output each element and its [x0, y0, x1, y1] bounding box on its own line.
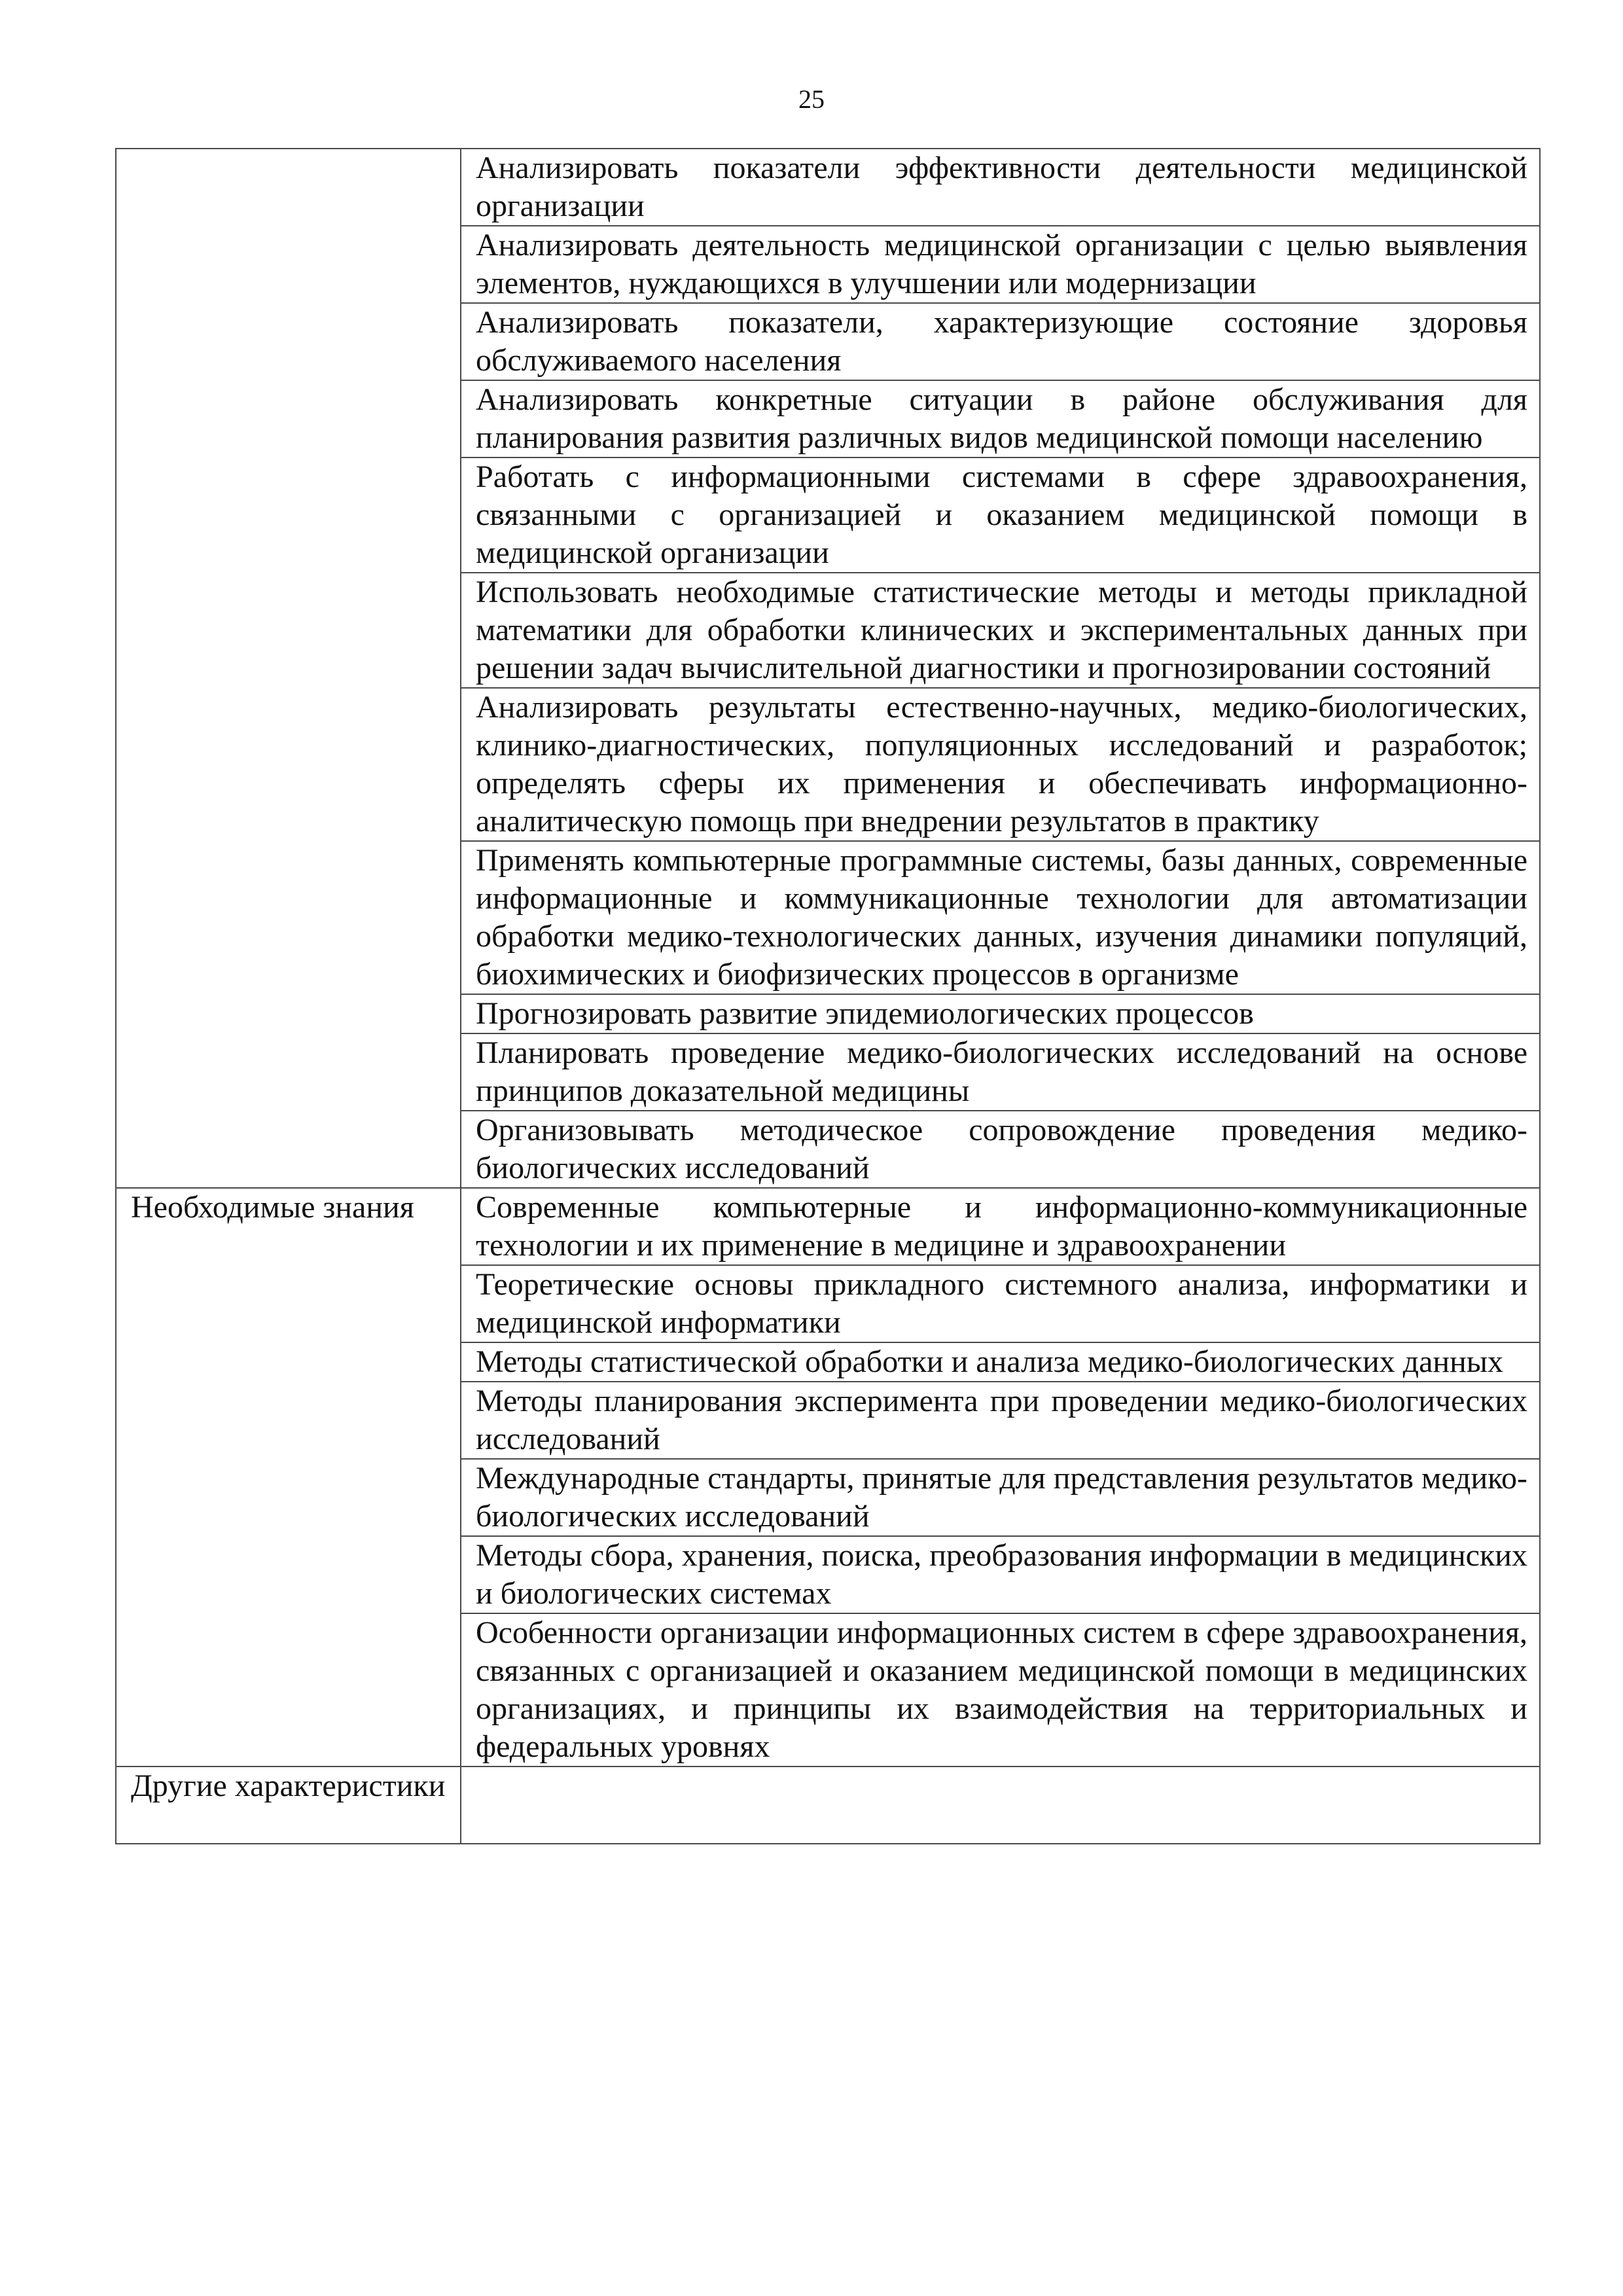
skill-item: Работать с информационными системами в сфере здравоохранения, связанными с организацией и оказанием медицинской помощи в медицинской организации: [461, 457, 1540, 573]
skill-item: Анализировать конкретные ситуации в районе обслуживания для планирования развития различных видов медицинской помощи населению: [461, 380, 1540, 457]
skill-item: Анализировать деятельность медицинской организации с целью выявления элементов, нуждающихся в улучшении или модернизации: [461, 226, 1540, 303]
knowledge-label: Необходимые знания: [116, 1188, 461, 1767]
table-row: [116, 1188, 1540, 1265]
knowledge-item: Методы статистической обработки и анализа медико-биологических данных: [461, 1342, 1540, 1382]
page-number: 25: [798, 84, 825, 114]
skill-item: Использовать необходимые статистические методы и методы прикладной математики для обработки клинических и экспериментальных данных при решении задач вычислительной диагностики и прогнозировании состояний: [461, 573, 1540, 688]
other-characteristics-value: [461, 1767, 1540, 1844]
skill-item: Организовывать методическое сопровождение проведения медико-биологических исследований: [461, 1111, 1540, 1188]
skills-label-cell: [116, 149, 461, 1188]
skill-item: Планировать проведение медико-биологических исследований на основе принципов доказательной медицины: [461, 1033, 1540, 1111]
knowledge-item: Международные стандарты, принятые для представления результатов медико-биологических исследований: [461, 1459, 1540, 1536]
knowledge-item: Особенности организации информационных систем в сфере здравоохранения, связанных с организацией и оказанием медицинской помощи в медицинских организациях, и принципы их взаимодействия на территориальных и федеральных уровнях: [461, 1613, 1540, 1767]
skill-item: Анализировать результаты естественно-научных, медико-биологических, клинико-диагностических, популяционных исследований и разработок; определять сферы их применения и обеспечивать информационно-аналитическую помощь при внедрении результатов в практику: [461, 688, 1540, 841]
knowledge-item: Современные компьютерные и информационно-коммуникационные технологии и их применение в медицине и здравоохранении: [461, 1188, 1540, 1265]
knowledge-item: Методы планирования эксперимента при проведении медико-биологических исследований: [461, 1382, 1540, 1459]
knowledge-item: Методы сбора, хранения, поиска, преобразования информации в медицинских и биологических системах: [461, 1536, 1540, 1613]
skill-item: Прогнозировать развитие эпидемиологических процессов: [461, 994, 1540, 1033]
table-row: [116, 149, 1540, 226]
skill-item: Применять компьютерные программные системы, базы данных, современные информационные и коммуникационные технологии для автоматизации обработки медико-технологических данных, изучения динамики популяций, биохимических и биофизических процессов в организме: [461, 841, 1540, 994]
other-characteristics-label: Другие характеристики: [116, 1767, 461, 1844]
requirements-table: [115, 148, 1541, 1844]
knowledge-item: Теоретические основы прикладного системного анализа, информатики и медицинской информатики: [461, 1265, 1540, 1342]
skill-item: Анализировать показатели, характеризующие состояние здоровья обслуживаемого населения: [461, 303, 1540, 380]
skill-item: Анализировать показатели эффективности деятельности медицинской организации: [461, 149, 1540, 226]
table-row: [116, 1767, 1540, 1844]
